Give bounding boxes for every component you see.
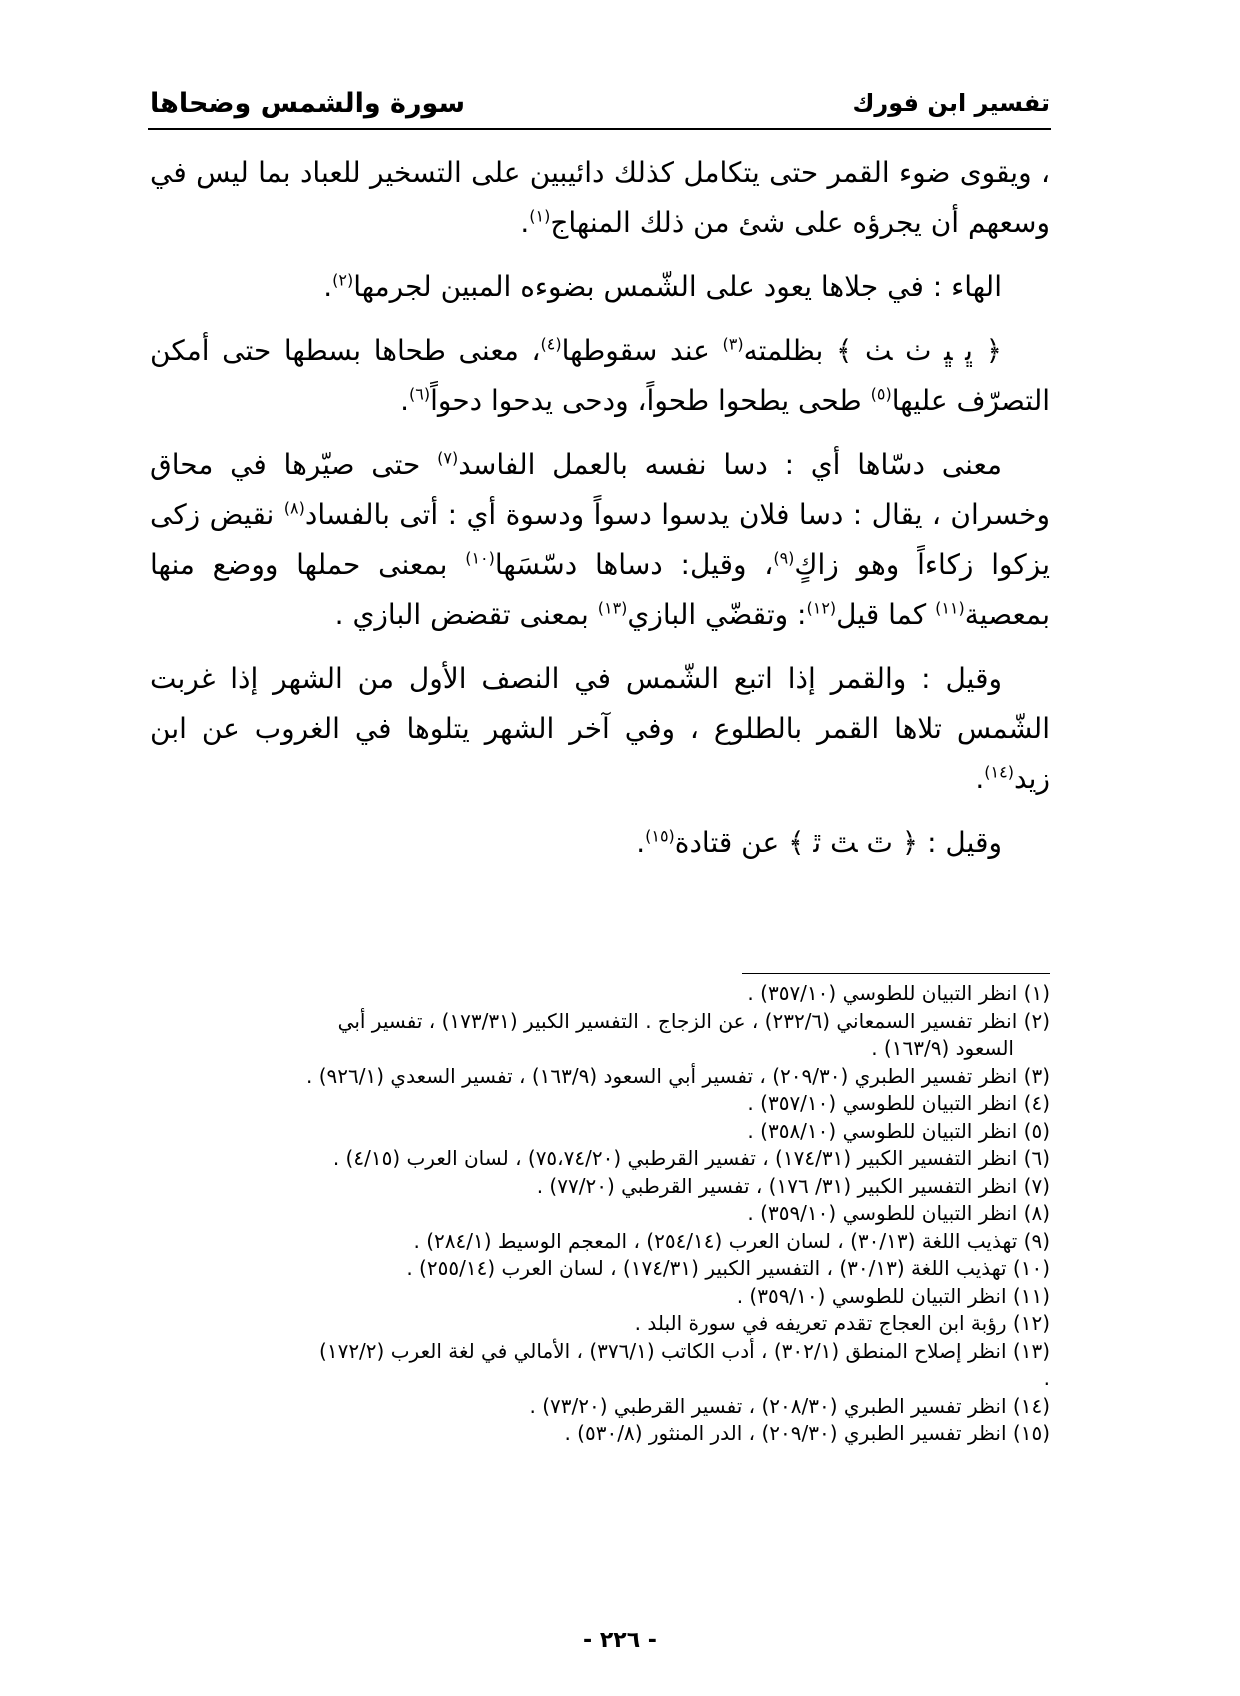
paragraph-6: وقيل : ﴿ ﭢ ﭣ ﭤ ﴾ عن قتادة$^{(١٥)}$. xyxy=(636,826,1002,859)
footnote-marker-14[interactable]: (١٤) xyxy=(984,762,1014,782)
footnote-marker-12[interactable]: (١٢) xyxy=(806,598,837,618)
footnote-marker-3[interactable]: (٣) xyxy=(722,334,744,354)
footnote-4: (٤) انظر التبيان للطوسي (٣٥٧/١٠) . xyxy=(747,1091,1050,1115)
main-text xyxy=(150,148,1050,882)
paragraph-4-text-d: ، وقيل: دساها دسّسَها xyxy=(494,548,774,581)
paragraph-4-text-g: : وتقضّي البازي xyxy=(627,598,807,631)
footnote-2-continued: السعود (١٦٣/٩) . xyxy=(871,1036,1014,1060)
paragraph-1-text: ، ويقوى ضوء القمر حتى يتكامل كذلك دائيبين على التسخير للعباد بما ليس في وسعهم أن يجرؤه على شئ من ذلك المنهاج xyxy=(150,156,1050,239)
paragraph-4-text-h: بمعنى تقضض البازي . xyxy=(334,598,589,631)
footnote-1: (١) انظر التبيان للطوسي (٣٥٧/١٠) . xyxy=(747,981,1050,1005)
footnote-marker-9[interactable]: (٩) xyxy=(773,548,795,568)
paragraph-4-text-b: حتى صيّرها في محاق وخسران ، يقال : دسا فلان يدسوا دسواً ودسوة أي : أتى بالفساد xyxy=(150,448,1050,531)
footnote-marker-8[interactable]: (٨) xyxy=(283,498,305,518)
footnote-marker-6[interactable]: (٦) xyxy=(409,384,431,404)
footnote-8: (٨) انظر التبيان للطوسي (٣٥٩/١٠) . xyxy=(747,1201,1050,1225)
footnote-6: (٦) انظر التفسير الكبير (١٧٤/٣١) ، تفسير القرطبي (٧٥،٧٤/٢٠) ، لسان العرب (٤/١٥) . xyxy=(332,1146,1050,1170)
paragraph-2: الهاء : في جلاها يعود على الشّمس بضوءه المبين لجرمها$^{(٢)}$. xyxy=(323,270,1002,303)
footnote-7: (٧) انظر التفسير الكبير (٣١/ ١٧٦) ، تفسير القرطبي (٧٧/٢٠) . xyxy=(536,1173,1050,1198)
footnote-15: (١٥) انظر تفسير الطبري (٢٠٩/٣٠) ، الدر المنثور (٥٣٠/٨) . xyxy=(564,1421,1050,1445)
footnote-13: (١٣) انظر إصلاح المنطق (٣٠٢/١) ، أدب الكاتب (٣٧٦/١) ، الأمالي في لغة العرب (١٧٢/٢) xyxy=(319,1338,1050,1363)
footnote-13-continued: . xyxy=(1043,1366,1050,1390)
paragraph-2-text: الهاء : في جلاها يعود على الشّمس بضوءه المبين لجرمها xyxy=(353,270,1002,303)
running-header xyxy=(150,80,1050,126)
paragraph-4-text-f: كما قيل xyxy=(836,598,927,631)
paragraph-4-text-a: معنى دسّاها أي : دسا نفسه بالعمل الفاسد xyxy=(458,448,1003,481)
paragraph-6-text-b: عن قتادة xyxy=(674,826,780,859)
footnote-marker-4[interactable]: (٤) xyxy=(540,334,562,354)
paragraph-4-text-e: بمعنى حملها ووضع منها بمعصية xyxy=(150,548,1050,631)
quran-verse-1: ﴿ ﭜ ﭝ ﭞ ﭟ ﴾ xyxy=(835,334,1002,367)
paragraph-3-text-d: طحى يطحوا طحواً، ودحى يدحوا دحواً xyxy=(430,384,862,417)
paragraph-3-text-a: بظلمته xyxy=(743,334,824,367)
paragraph-3: ﴿ ﭜ ﭝ ﭞ ﭟ ﴾ بظلمته$^{(٣)}$ عند سقوطها$^{(٤)}$، معنى طحاها بسطها حتى أمكن التصرّف عليها$^{(٥)}$ طحى يطحوا طحواً، ودحى يدحوا دحواً$^{(٦)}$. xyxy=(150,334,1050,417)
footnote-marker-7[interactable]: (٧) xyxy=(437,448,459,468)
footnote-marker-5[interactable]: (٥) xyxy=(870,384,892,404)
footnote-marker-10[interactable]: (١٠) xyxy=(465,548,495,568)
footnote-12: (١٢) رؤبة ابن العجاج تقدم تعريفه في سورة البلد . xyxy=(634,1311,1050,1335)
header-rule xyxy=(148,128,1051,130)
footnote-5: (٥) انظر التبيان للطوسي (٣٥٨/١٠) . xyxy=(747,1118,1050,1143)
book-title: تفسير ابن فورك xyxy=(852,89,1050,117)
footnote-2: (٢) انظر تفسير السمعاني (٢٣٢/٦) ، عن الزجاج . التفسير الكبير (١٧٣/٣١) ، تفسير أبي xyxy=(337,1008,1050,1033)
page-number: - ٢٢٦ - xyxy=(583,1628,657,1653)
footnote-10: (١٠) تهذيب اللغة (٣٠/١٣) ، التفسير الكبير (١٧٤/٣١) ، لسان العرب (٢٥٥/١٤) . xyxy=(406,1256,1050,1280)
paragraph-5: وقيل : والقمر إذا اتبع الشّمس في النصف الأول من الشهر إذا غربت الشّمس تلاها القمر بالطلوع ، وفي آخر الشهر يتلوها في الغروب عن ابن زيد$^{(١٤)}$. xyxy=(150,662,1050,795)
footnote-separator xyxy=(742,973,1050,974)
footnote-marker-15[interactable]: (١٥) xyxy=(645,826,675,846)
footnote-marker-11[interactable]: (١١) xyxy=(935,598,965,618)
paragraph-4-text-c: نقيض زكى يزكوا زكاءاً وهو زاكٍ xyxy=(150,498,1051,581)
footnote-marker-2[interactable]: (٢) xyxy=(332,270,354,290)
paragraph-4 xyxy=(150,440,1050,640)
paragraph-3-text-c: ، معنى طحاها بسطها حتى أمكن التصرّف عليها xyxy=(150,334,1050,417)
footnote-9: (٩) تهذيب اللغة (٣٠/١٣) ، لسان العرب (٢٥٤/١٤) ، المعجم الوسيط (٢٨٤/١) . xyxy=(413,1228,1050,1253)
paragraph-5-text: وقيل : والقمر إذا اتبع الشّمس في النصف الأول من الشهر إذا غربت الشّمس تلاها القمر بالطلوع ، وفي آخر الشهر يتلوها في الغروب عن ابن زيد xyxy=(150,662,1050,795)
footnote-marker-13[interactable]: (١٣) xyxy=(597,598,628,618)
footnote-marker-1[interactable]: (١) xyxy=(529,206,551,226)
footnotes xyxy=(150,980,1050,1448)
paragraph-6-text-a: وقيل : xyxy=(927,826,1002,859)
footnote-3: (٣) انظر تفسير الطبري (٢٠٩/٣٠) ، تفسير أبي السعود (١٦٣/٩) ، تفسير السعدي (٩٢٦/١) . xyxy=(306,1063,1050,1088)
paragraph-3-text-b: عند سقوطها xyxy=(561,334,710,367)
surah-title: سورة والشمس وضحاها xyxy=(150,87,466,119)
paragraph-1: ، ويقوى ضوء القمر حتى يتكامل كذلك دائيبين على التسخير للعباد بما ليس في وسعهم أن يجرؤه على شئ من ذلك المنهاج$^{(١)}$. xyxy=(150,156,1050,239)
footnote-11: (١١) انظر التبيان للطوسي (٣٥٩/١٠) . xyxy=(736,1283,1050,1308)
quran-verse-2: ﴿ ﭢ ﭣ ﭤ ﴾ xyxy=(788,826,919,859)
footnote-14: (١٤) انظر تفسير الطبري (٢٠٨/٣٠) ، تفسير القرطبي (٧٣/٢٠) . xyxy=(529,1393,1050,1418)
